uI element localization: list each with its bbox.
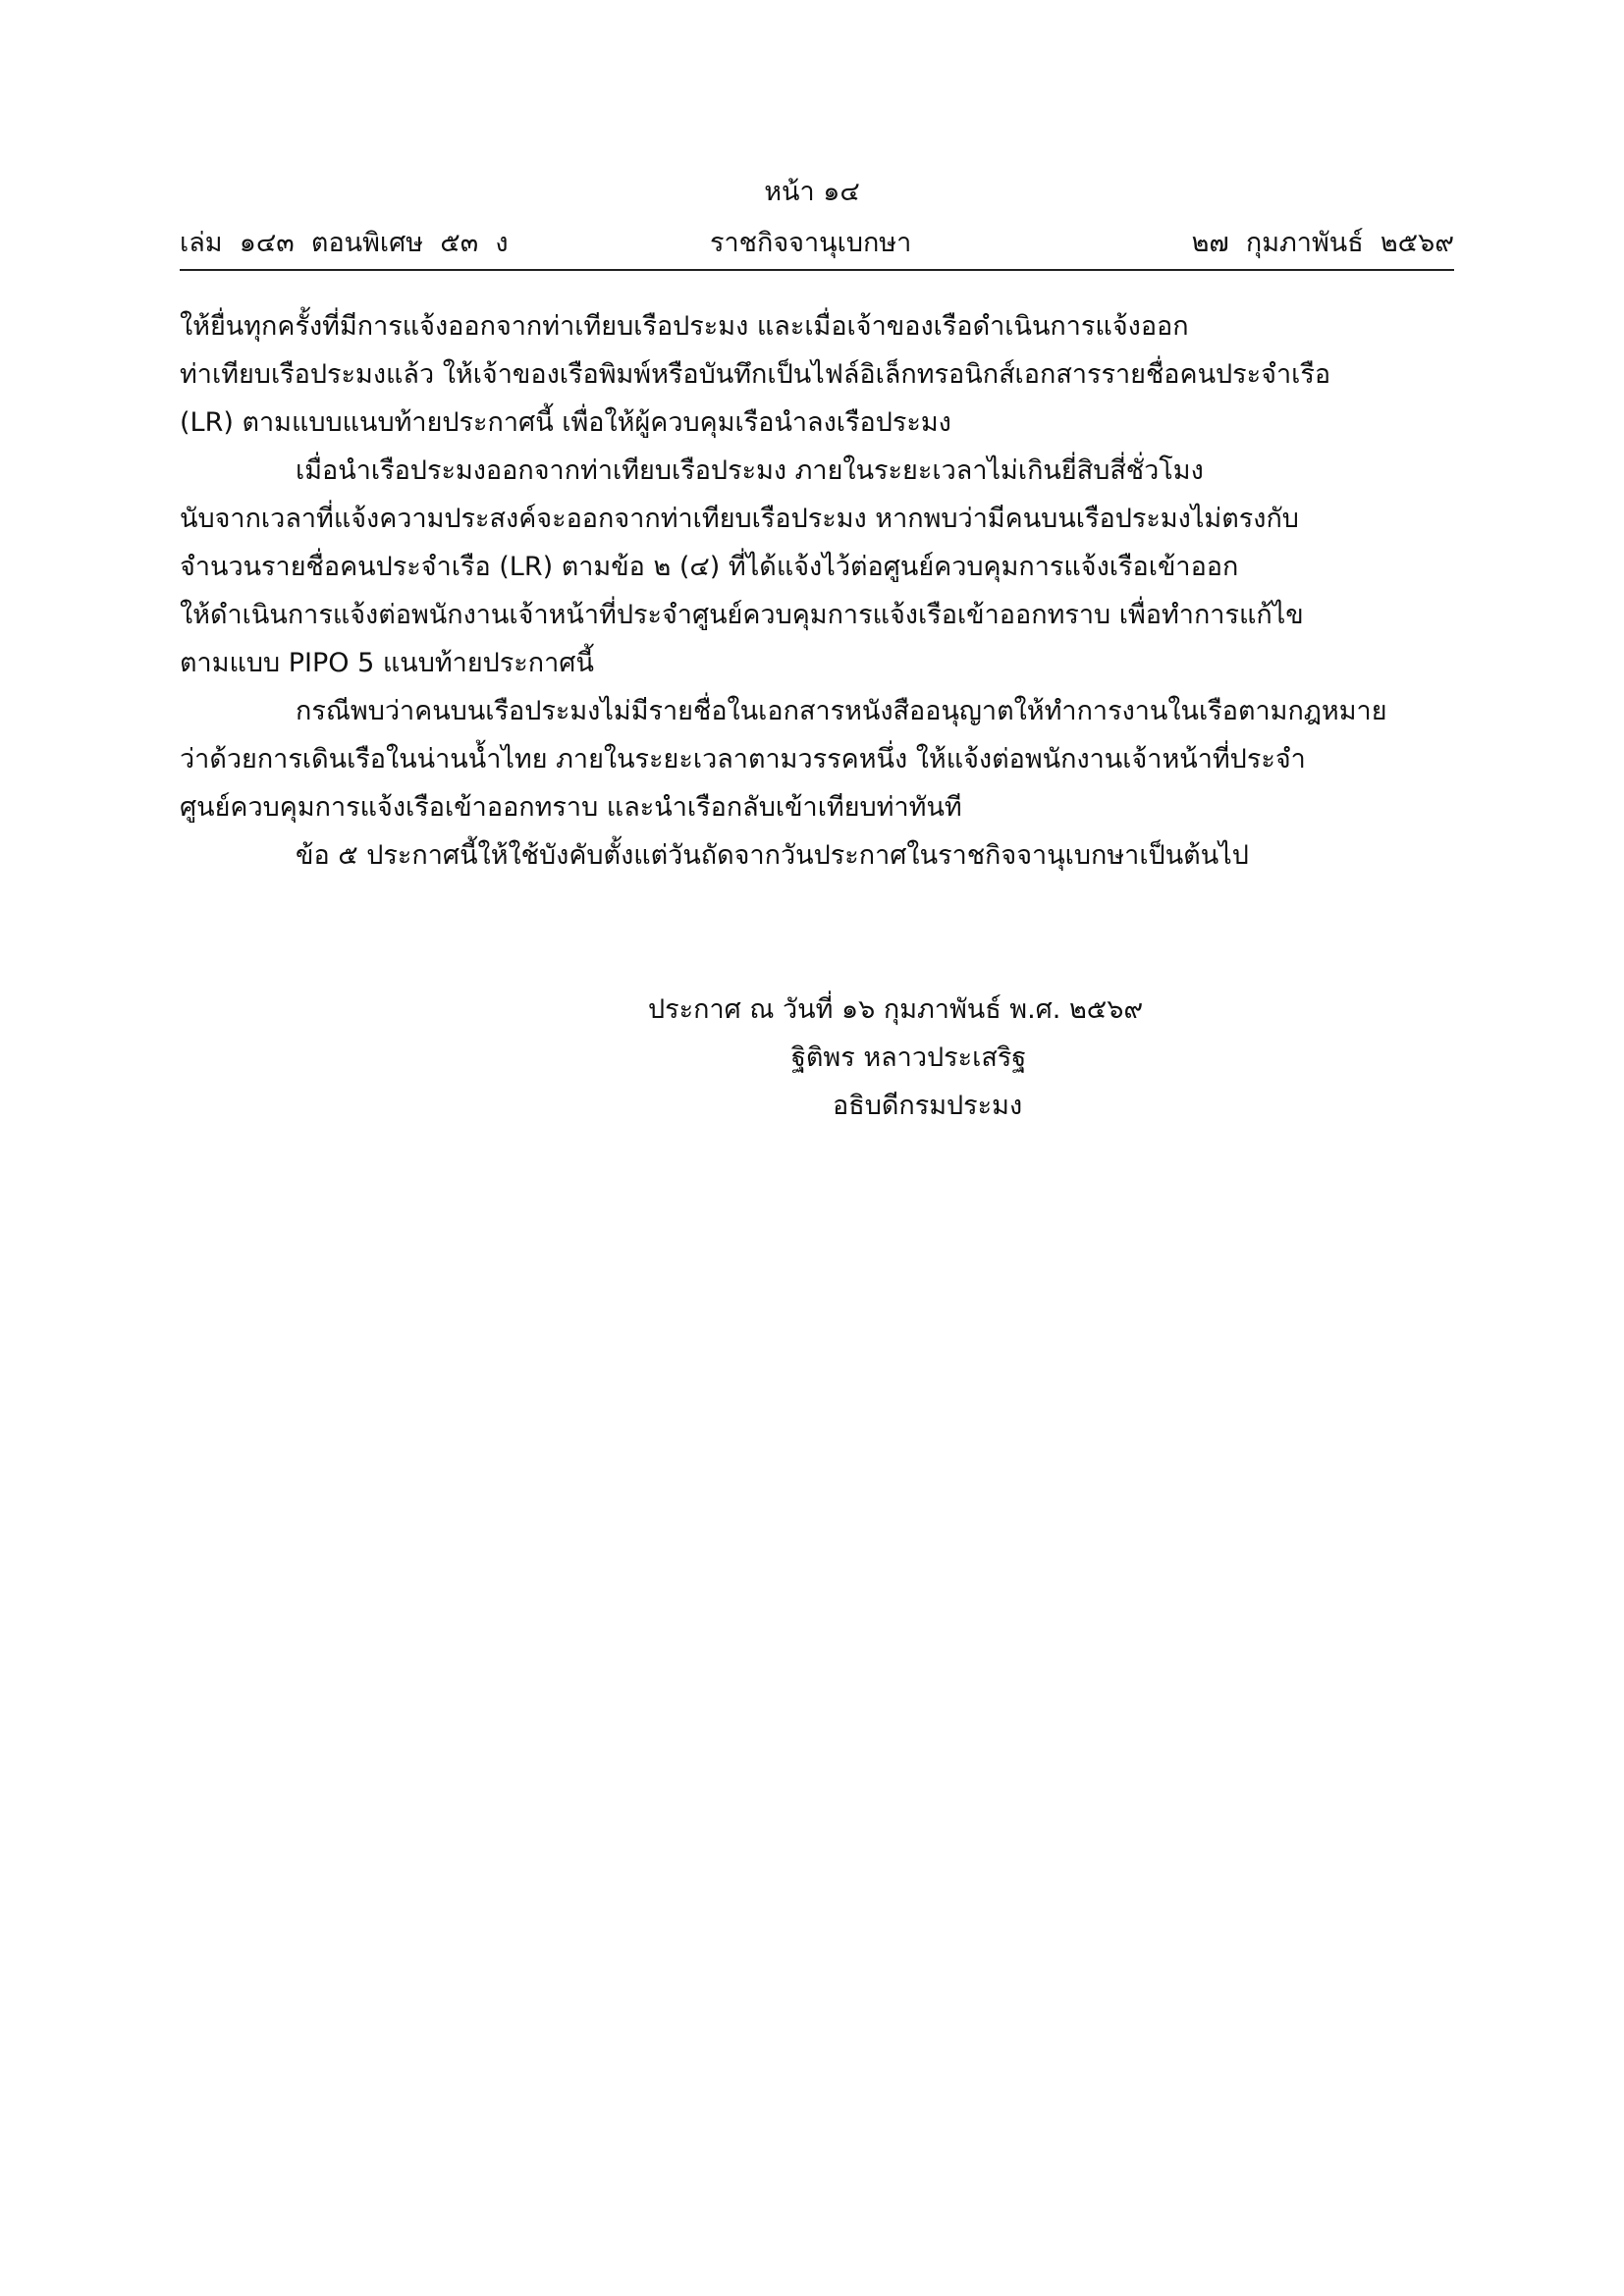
clause-5: ข้อ ๕ ประกาศนี้ให้ใช้บังคับตั้งแต่วันถัดจากวันประกาศในราชกิจจานุเบกษาเป็นต้นไป (296, 840, 1249, 871)
volume-issue: เล่ม ๑๔๓ ตอนพิเศษ ๕๓ ง (180, 228, 509, 258)
body-line: ให้ยื่นทุกครั้งที่มีการแจ้งออกจากท่าเทียบเรือประมง และเมื่อเจ้าของเรือดำเนินการแจ้งออก (180, 311, 1189, 342)
signer-name: ฐิติพร หลาวประเสริฐ (791, 1042, 1027, 1073)
announcement-body (180, 302, 1454, 880)
page-number: หน้า ๑๔ (764, 177, 860, 207)
body-line: นับจากเวลาที่แจ้งความประสงค์จะออกจากท่าเทียบเรือประมง หากพบว่ามีคนบนเรือประมงไม่ตรงกับ (180, 504, 1299, 534)
body-line: ตามแบบ PIPO 5 แนบท้ายประกาศนี้ (180, 648, 594, 678)
body-line: กรณีพบว่าคนบนเรือประมงไม่มีรายชื่อในเอกสารหนังสืออนุญาตให้ทำการงานในเรือตามกฎหมาย (296, 696, 1387, 726)
header-divider (180, 269, 1454, 271)
gazette-header (180, 226, 1454, 265)
body-line: ศูนย์ควบคุมการแจ้งเรือเข้าออกทราบ และนำเรือกลับเข้าเทียบท่าทันที (180, 792, 962, 823)
body-line: เมื่อนำเรือประมงออกจากท่าเทียบเรือประมง ภายในระยะเวลาไม่เกินยี่สิบสี่ชั่วโมง (296, 455, 1204, 486)
signer-title: อธิบดีกรมประมง (833, 1091, 1023, 1121)
body-line: (LR) ตามแบบแนบท้ายประกาศนี้ เพื่อให้ผู้ควบคุมเรือนำลงเรือประมง (180, 407, 951, 438)
announcement-date: ประกาศ ณ วันที่ ๑๖ กุมภาพันธ์ พ.ศ. ๒๕๖๙ (648, 994, 1144, 1025)
signature-block (0, 986, 1624, 1130)
body-line: ว่าด้วยการเดินเรือในน่านน้ำไทย ภายในระยะเวลาตามวรรคหนึ่ง ให้แจ้งต่อพนักงานเจ้าหน้าที่ประจำ (180, 744, 1306, 774)
gazette-date: ๒๗ กุมภาพันธ์ ๒๕๖๙ (1191, 228, 1454, 258)
body-line: ท่าเทียบเรือประมงแล้ว ให้เจ้าของเรือพิมพ์หรือบันทึกเป็นไฟล์อิเล็กทรอนิกส์เอกสารรายชื่อคนประจำเรือ (180, 359, 1331, 390)
body-line: ให้ดำเนินการแจ้งต่อพนักงานเจ้าหน้าที่ประจำศูนย์ควบคุมการแจ้งเรือเข้าออกทราบ เพื่อทำการแก้ไข (180, 600, 1304, 630)
body-line: จำนวนรายชื่อคนประจำเรือ (LR) ตามข้อ ๒ (๔) ที่ได้แจ้งไว้ต่อศูนย์ควบคุมการแจ้งเรือเข้าออก (180, 552, 1239, 582)
gazette-name: ราชกิจจานุเบกษา (710, 228, 912, 258)
